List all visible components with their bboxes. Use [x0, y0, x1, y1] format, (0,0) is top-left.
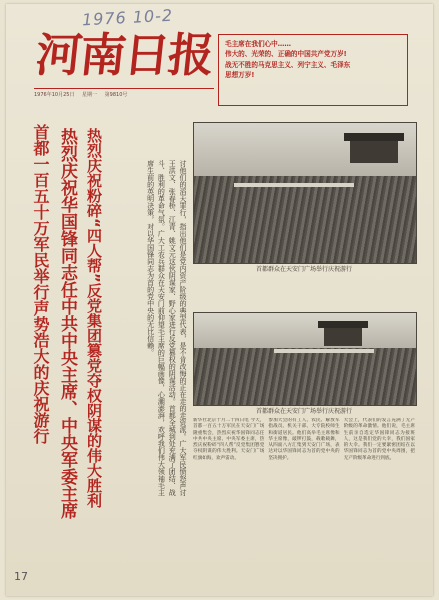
page-number: 17	[14, 570, 28, 583]
photo-caption: 首都群众在天安门广场举行庆祝游行	[255, 266, 352, 273]
photo-banner	[234, 183, 354, 187]
photo-caption: 首都群众在天安门广场举行庆祝游行	[255, 408, 352, 415]
quote-line: 伟大的、光荣的、正确的中国共产党万岁!	[225, 50, 347, 59]
quote-line: 思想万岁!	[225, 71, 255, 80]
headline-main: 热烈庆祝华国锋同志任中共中央主席、中央军委主席	[57, 128, 77, 519]
quote-line: 战无不胜的马克思主义、列宁主义、毛泽东	[225, 60, 351, 69]
article-column: 大会上，代表们的发言充满了无产阶级的革命激情。他们说，毛主席生前亲自选定华国锋同志为接班人，这是我们党的大幸，我们国家的大幸。我们一定要紧密团结在以华国锋同志为首的党中央周围，把无产阶级革命进行到底。	[343, 418, 415, 461]
edition-date: 1976年10月25日	[34, 92, 75, 98]
edition-number: 第9810号	[104, 92, 128, 98]
photo-banner	[274, 349, 374, 353]
handwritten-note: 1976 10-2	[81, 5, 174, 30]
quotation-box	[218, 34, 408, 106]
photo-gate-roof	[344, 133, 404, 141]
photo-gate	[350, 141, 398, 163]
quote-line: 毛主席在我们心中……	[225, 40, 291, 48]
photo-crowd	[194, 348, 416, 405]
photo-sky	[194, 313, 416, 348]
edition-weekday: 星期一	[82, 92, 98, 98]
headline-sub-1: 热烈庆祝粉碎“四人帮”反党集团篡党夺权阴谋的伟大胜利	[85, 128, 103, 508]
newspaper-masthead: 河南日报	[33, 28, 215, 82]
photo-gate	[324, 328, 362, 346]
article-column: 参加大会的有工人、农民、解放军指战员、机关干部、大专院校师生和街道居民。他们高举毛主席像和华主席像，敲锣打鼓，载歌载舞，从四面八方汇集到天安门广场，表达对以华国锋同志为首的党中央的坚决拥护。	[268, 418, 340, 461]
photo-crowd	[194, 176, 416, 263]
photo-gate-roof	[318, 321, 368, 328]
square-photo	[193, 312, 417, 406]
article-body-vertical: 讨他们的滔天罪行，指出他们是党内资产阶级的典型代表，是不肯改悔的正在走的走资派。广大军民愤怒声讨王洪文、张春桥、江青、姚文元这伙阴谋家、野心家进行反党篡权的阴谋活动。首都全城到处充满了团结、战斗、胜利的革命气氛。广大工农兵群众在天安门前仰望毛主席的巨幅画像，心潮澎湃，欢呼我们伟大领袖毛主席生前的英明决策，对以华国锋同志为首的党中央的无比信赖。	[146, 160, 187, 496]
article-column: 新华社北京十月二十四日电 今天，首都一百五十万军民在天安门广场隆重集会，热烈庆祝华国锋同志任中共中央主席、中央军委主席，热烈庆祝粉碎“四人帮”反党集团篡党夺权阴谋的伟大胜利。天安门广场红旗如海，欢声雷动。	[193, 418, 265, 461]
parade-photo	[193, 122, 417, 264]
headline-sub-2: 首都一百五十万军民举行声势浩大的庆祝游行	[31, 124, 50, 444]
article-body-horizontal	[193, 418, 415, 578]
edition-info	[34, 88, 214, 98]
